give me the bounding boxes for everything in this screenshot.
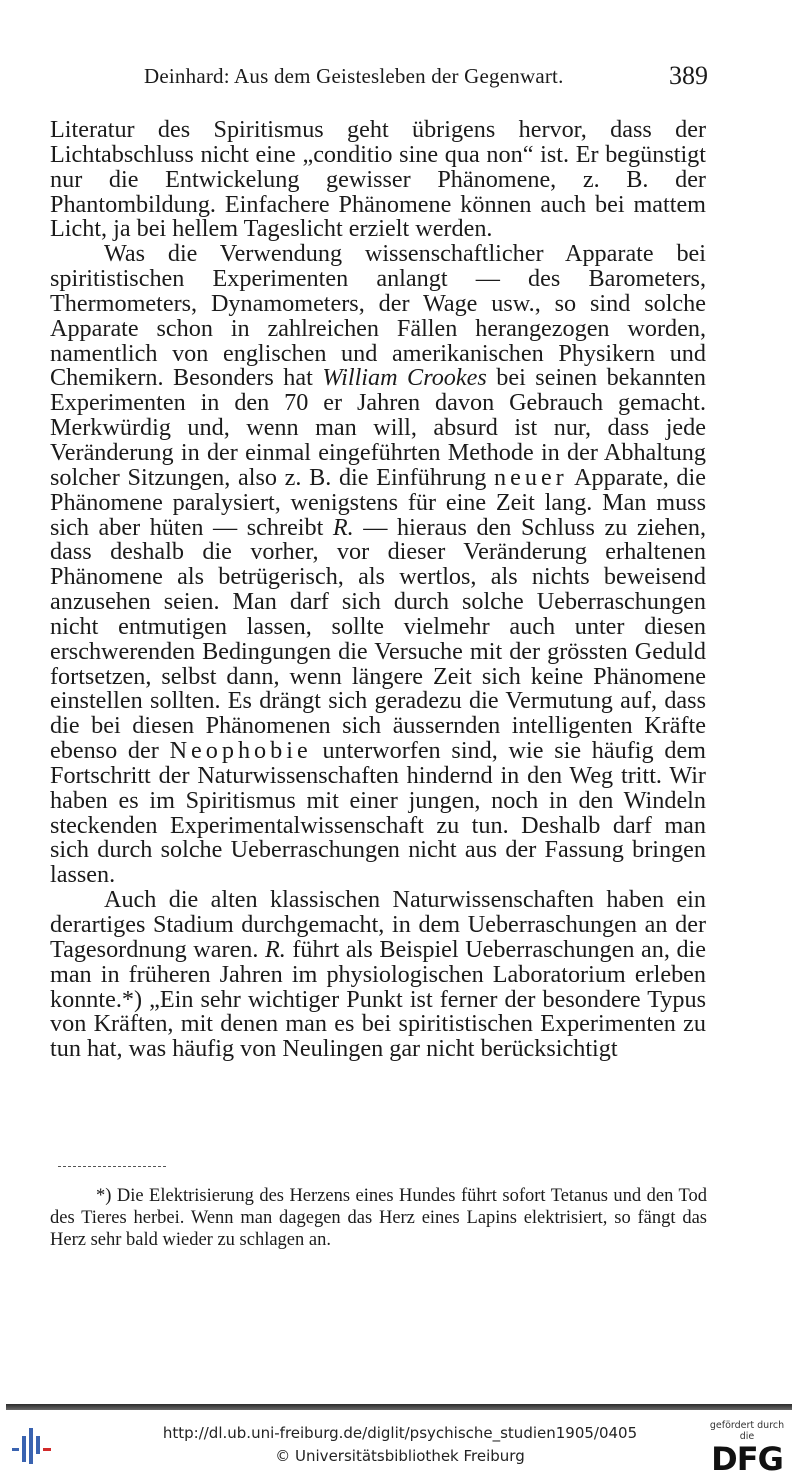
author-initial-italic: R. [264,935,286,963]
paragraph-2 [50,242,706,888]
spaced-emphasis: neuer [494,463,568,491]
scan-edge-bar [6,1404,792,1410]
author-initial-italic: R. [332,513,354,541]
running-head: Deinhard: Aus dem Geistesleben der Gegenwart. [144,64,564,88]
person-name-italic: William Crookes [322,364,487,392]
footnote [50,1185,707,1251]
body-text [50,118,706,1062]
footnote-separator [58,1166,166,1167]
text-run: Apparate, die Phänomene paralysiert, wenigstens für eine Zeit lang. Man muss sich aber hüten — schreibt [50,463,706,541]
text-run: bei seinen bekannten Experimenten in den 70 er Jahren davon Gebrauch gemacht. Merkwürdig und, wenn man will, absurd ist nur, dass jede Veränderung in der einmal eingeführten Methode in der Abhaltung solcher Sitzungen, also z. B. die Einführung [50,364,706,491]
dfg-caption: gefördert durch die [709,1420,785,1442]
text-run: — hieraus den Schluss zu ziehen, dass deshalb die vorher, vor dieser Veränderung erhaltenen Phänomene als betrügerisch, als wertlos, als nichts beweisend anzusehen seien. Man darf sich durch solche Ueberraschungen nicht entmutigen lassen, sollte vielmehr auch unter diesen erschwerenden Bedingungen die Versuche mit der grössten Geduld fortsetzen, selbst dann, wenn längere Zeit sich keine Phänomene einstellen sollten. Es drängt sich geradezu die Vermutung auf, dass die bei diesen Phänomenen sich äussernden intelligenten Kräfte ebenso der [50,513,706,765]
footnote-text: *) Die Elektrisierung des Herzens eines Hundes führt sofort Tetanus und den Tod des Tieres herbei. Wenn man dagegen das Herz eines Lapins elektrisiert, so fängt das Herz sehr bald wieder zu schlagen an. [50,1186,707,1250]
page-number: 389 [669,61,708,90]
paragraph-3 [50,888,706,1062]
text-run: Auch die alten klassischen Naturwissenschaften haben ein derartiges Stadium durchgemacht, in dem Ueberraschungen an der Tagesordnung waren. [50,886,706,963]
text-run: unterworfen sind, wie sie häufig dem Fortschritt der Naturwissenschaften hindernd in den Weg tritt. Wir haben es im Spiritismus mit einer jungen, noch in den Windeln steckenden Experimentalwissenschaft zu tun. Deshalb darf man sich durch solche Ueberraschungen nicht aus der Fassung bringen lassen. [50,737,706,889]
dfg-logo [702,1420,792,1478]
dfg-logo-text: DFG [711,1440,783,1478]
footer [0,1416,800,1478]
copyright-notice: © Universitätsbibliothek Freiburg [275,1447,525,1465]
source-url-link[interactable]: http://dl.ub.uni-freiburg.de/diglit/psychische_studien1905/0405 [162,1424,638,1442]
paragraph-1: Literatur des Spiritismus geht übrigens hervor, dass der Lichtabschluss nicht eine „conditio sine qua non“ ist. Er begünstigt nur die Entwickelung gewisser Phänomene, z. B. der Phantombildung. Einfachere Phänomene können auch bei mattem Licht, ja bei hellem Tageslicht erzielt werden. [50,116,706,243]
spaced-emphasis: Neophobie [169,737,312,765]
page-header [140,61,708,98]
text-run: führt als Beispiel Ueberraschungen an, die man in früheren Jahren im physiologischen Laboratorium erleben konnte.*) „Ein sehr wichtiger Punkt ist ferner der besondere Typus von Kräften, mit denen man es bei spiritistischen Experimenten zu tun hat, was häufig von Neulingen gar nicht berücksichtigt [50,935,706,1063]
text-run: Was die Verwendung wissenschaftlicher Apparate bei spiritistischen Experimenten anlangt — des Barometers, Thermometers, Dynamometers, der Wage usw., so sind solche Apparate schon in zahlreichen Fällen herangezogen worden, namentlich von englischen und amerikanischen Physikern und Chemikern. Besonders hat [50,240,706,392]
